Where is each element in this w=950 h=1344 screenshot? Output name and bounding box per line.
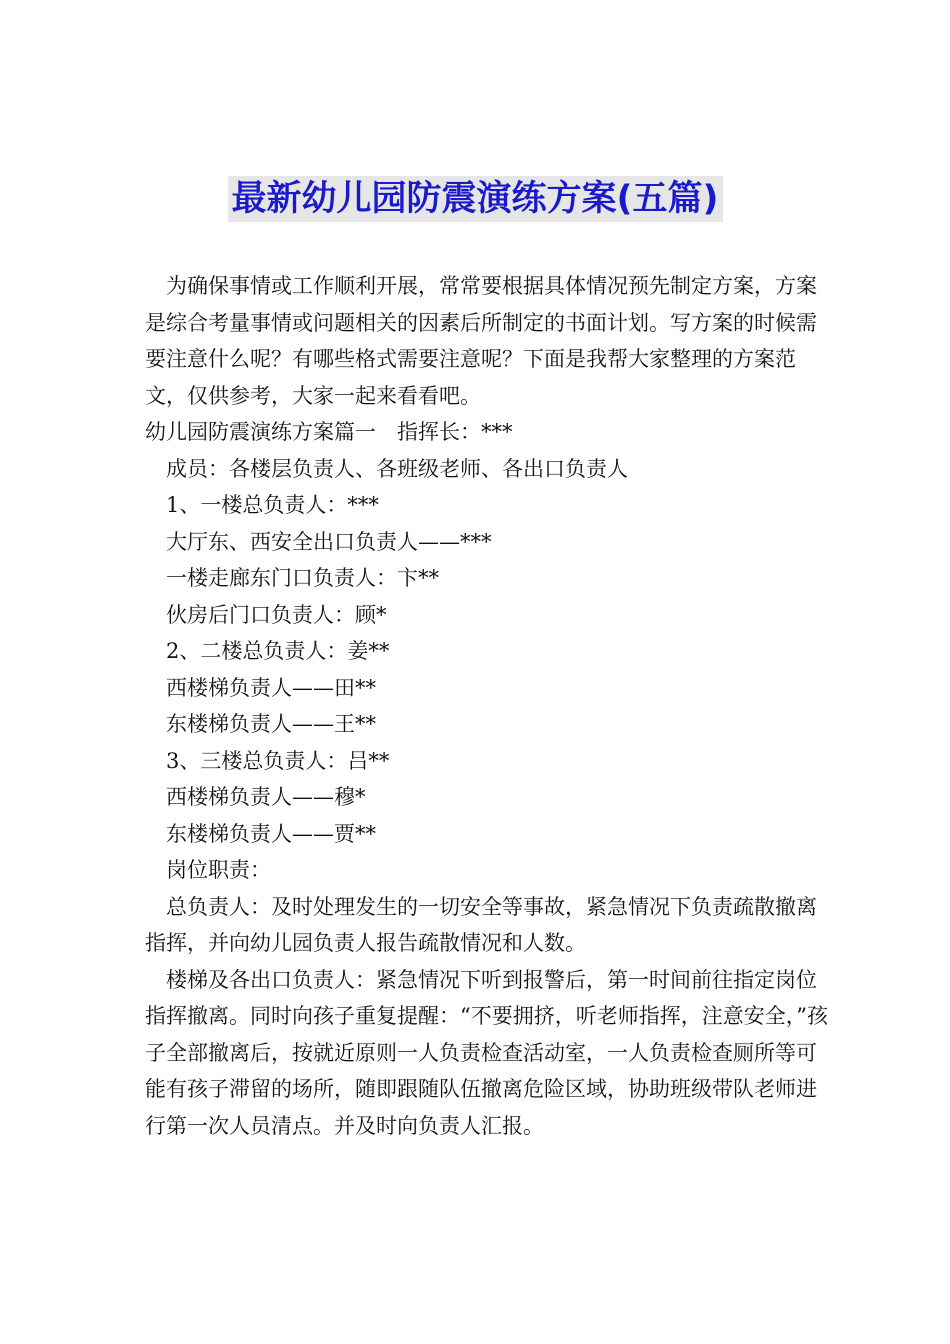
list-item: 伙房后门口负责人：顾*	[166, 602, 387, 627]
intro-paragraph: 为确保事情或工作顺利开展，常常要根据具体情况预先制定方案，方案是综合考量事情或问题相关的因素后所制定的书面计划。写方案的时候需要注意什么呢？有哪些格式需要注意呢？下面是我帮大家整理的方案范文，仅供参考，大家一起来看看吧。	[145, 274, 817, 408]
list-item: 大厅东、西安全出口负责人——***	[166, 529, 492, 554]
list-item: 一楼走廊东门口负责人：卞**	[166, 566, 439, 590]
list-item: 西楼梯负责人——穆*	[166, 785, 366, 809]
document-body	[145, 268, 830, 1144]
list-item: 东楼梯负责人——贾**	[166, 821, 376, 846]
list-item: 2、二楼总负责人：姜**	[166, 639, 390, 663]
list-item: 东楼梯负责人——王**	[166, 712, 376, 736]
document-title: 最新幼儿园防震演练方案(五篇)	[228, 176, 723, 222]
title-container	[0, 176, 950, 222]
list-item: 1、一楼总负责人：***	[166, 493, 379, 517]
list-item: 3、三楼总负责人：吕**	[166, 748, 390, 773]
duty-stairs-paragraph: 楼梯及各出口负责人：紧急情况下听到报警后，第一时间前往指定岗位指挥撤离。同时向孩子重复提醒：“不要拥挤，听老师指挥，注意安全，”孩子全部撤离后，按就近原则一人负责检查活动室，一人负责检查厕所等可能有孩子滞留的场所，随即跟随队伍撤离危险区域，协助班级带队老师进行第一次人员清点。并及时向负责人汇报。	[145, 967, 828, 1138]
section-heading: 幼儿园防震演练方案篇一 指挥长：***	[145, 420, 513, 444]
duty-general-paragraph: 总负责人：及时处理发生的一切安全等事故，紧急情况下负责疏散撤离指挥，并向幼儿园负责人报告疏散情况和人数。	[145, 894, 817, 955]
duties-heading: 岗位职责：	[166, 858, 271, 882]
list-item: 西楼梯负责人——田**	[166, 675, 376, 700]
members-line: 成员：各楼层负责人、各班级老师、各出口负责人	[166, 456, 628, 481]
